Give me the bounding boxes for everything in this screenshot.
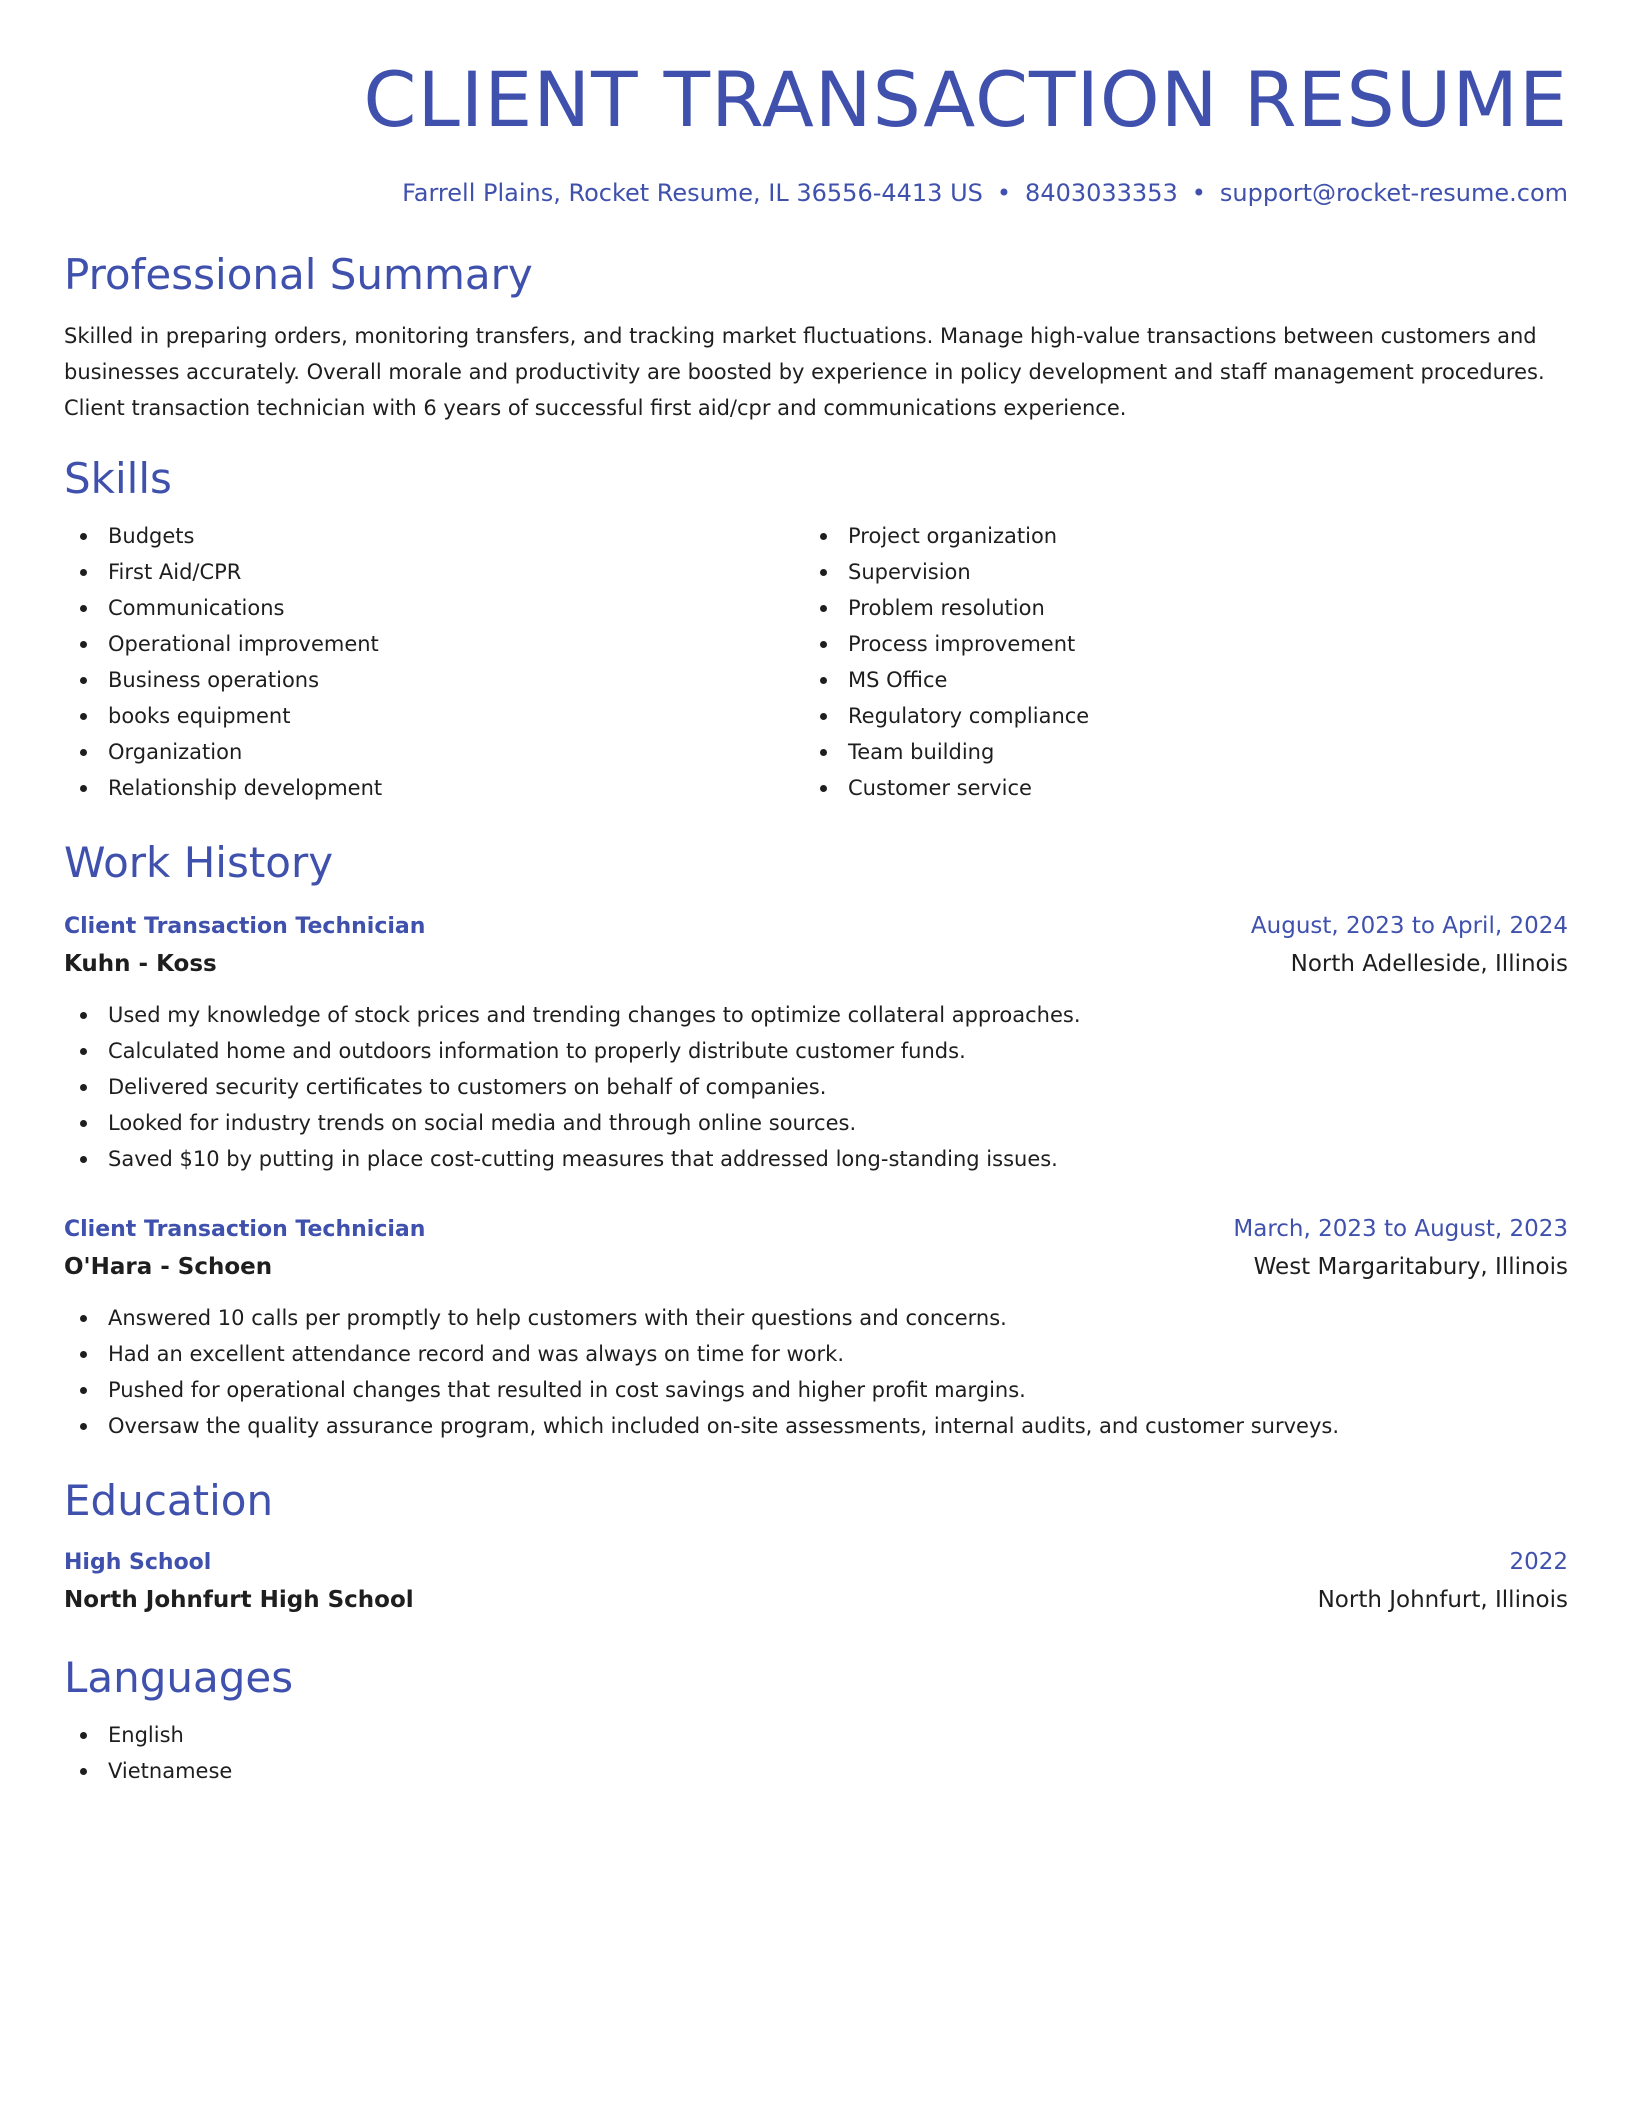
work-history-title: Work History xyxy=(64,838,334,887)
education-school-row xyxy=(64,1581,1568,1619)
languages-list xyxy=(64,1717,1568,1789)
job-duty-item: Answered 10 calls per promptly to help customers with their questions and concerns. xyxy=(64,1300,1568,1336)
job-title: Client Transaction Technician xyxy=(64,1217,426,1242)
job-duty-item: Had an excellent attendance record and was always on time for work. xyxy=(64,1336,1568,1372)
language-item: Vietnamese xyxy=(64,1753,1568,1789)
job-duty-item: Delivered security certificates to customers on behalf of companies. xyxy=(64,1069,1568,1105)
skill-item: Problem resolution xyxy=(804,590,1544,626)
contact-phone: 8403033353 xyxy=(1025,179,1178,207)
skill-item: Process improvement xyxy=(804,626,1544,662)
contact-separator: • xyxy=(996,179,1012,207)
job-company-row xyxy=(64,1248,1568,1286)
job-dates: August, 2023 to April, 2024 xyxy=(1250,913,1568,939)
skill-item: Relationship development xyxy=(64,770,804,806)
job-duty-item: Calculated home and outdoors information to properly distribute customer funds. xyxy=(64,1033,1568,1069)
skill-item: MS Office xyxy=(804,662,1544,698)
job-dates: March, 2023 to August, 2023 xyxy=(1233,1216,1568,1242)
education-year: 2022 xyxy=(1509,1549,1568,1575)
job-location: North Adelleside, Illinois xyxy=(1290,951,1568,977)
job-duty-item: Saved $10 by putting in place cost-cutting measures that addressed long-standing issues. xyxy=(64,1141,1568,1177)
education-section xyxy=(64,1474,1568,1619)
education-degree: High School xyxy=(64,1550,212,1575)
skill-item: Project organization xyxy=(804,518,1544,554)
job-entry xyxy=(64,1211,1568,1444)
skill-item: Business operations xyxy=(64,662,804,698)
education-entry xyxy=(64,1544,1568,1619)
contact-email: support@rocket-resume.com xyxy=(1219,179,1568,207)
contact-line xyxy=(64,176,1568,210)
job-duties-list xyxy=(64,1300,1568,1444)
skill-item: Communications xyxy=(64,590,804,626)
skills-title: Skills xyxy=(64,454,172,503)
skill-item: Supervision xyxy=(804,554,1544,590)
skills-section xyxy=(64,452,1568,806)
education-school: North Johnfurt High School xyxy=(64,1587,414,1613)
skill-item: Customer service xyxy=(804,770,1544,806)
skill-item: Regulatory compliance xyxy=(804,698,1544,734)
summary-title: Professional Summary xyxy=(64,250,533,299)
summary-text: Skilled in preparing orders, monitoring transfers, and tracking market fluctuations. Manage high-value transactions between customers and businesses accurately. Overall morale and productivity are boosted by experience in policy development and staff management procedures. Client transaction technician with 6 years of successful first aid/cpr and communications experience. xyxy=(64,324,1545,420)
job-header-row xyxy=(64,908,1568,945)
job-company-row xyxy=(64,945,1568,983)
languages-section xyxy=(64,1651,1568,1789)
job-company: Kuhn - Koss xyxy=(64,951,217,977)
skill-item: Operational improvement xyxy=(64,626,804,662)
skills-grid xyxy=(64,518,1568,806)
summary-section xyxy=(64,248,1568,426)
job-title: Client Transaction Technician xyxy=(64,914,426,939)
language-item: English xyxy=(64,1717,1568,1753)
skills-list-left xyxy=(64,518,804,806)
skills-column-left xyxy=(64,518,804,806)
languages-title: Languages xyxy=(64,1653,294,1702)
job-duty-item: Looked for industry trends on social media and through online sources. xyxy=(64,1105,1568,1141)
skill-item: Budgets xyxy=(64,518,804,554)
skills-column-right xyxy=(804,518,1544,806)
job-duty-item: Pushed for operational changes that resulted in cost savings and higher profit margins. xyxy=(64,1372,1568,1408)
job-duties-list xyxy=(64,997,1568,1177)
work-history-section xyxy=(64,836,1568,1444)
job-duty-item: Oversaw the quality assurance program, which included on-site assessments, internal audits, and customer surveys. xyxy=(64,1408,1568,1444)
education-header-row xyxy=(64,1544,1568,1581)
job-company: O'Hara - Schoen xyxy=(64,1254,273,1280)
skill-item: First Aid/CPR xyxy=(64,554,804,590)
skill-item: books equipment xyxy=(64,698,804,734)
contact-address: Farrell Plains, Rocket Resume, IL 36556-4413 US xyxy=(402,179,983,207)
job-location: West Margaritabury, Illinois xyxy=(1253,1254,1568,1280)
job-entry xyxy=(64,908,1568,1177)
contact-separator: • xyxy=(1191,179,1206,207)
skill-item: Organization xyxy=(64,734,804,770)
education-location: North Johnfurt, Illinois xyxy=(1317,1587,1568,1613)
education-title: Education xyxy=(64,1476,274,1525)
job-header-row xyxy=(64,1211,1568,1248)
skill-item: Team building xyxy=(804,734,1544,770)
job-duty-item: Used my knowledge of stock prices and trending changes to optimize collateral approaches. xyxy=(64,997,1568,1033)
resume-name: CLIENT TRANSACTION RESUME xyxy=(363,55,1568,144)
skills-list-right xyxy=(804,518,1544,806)
